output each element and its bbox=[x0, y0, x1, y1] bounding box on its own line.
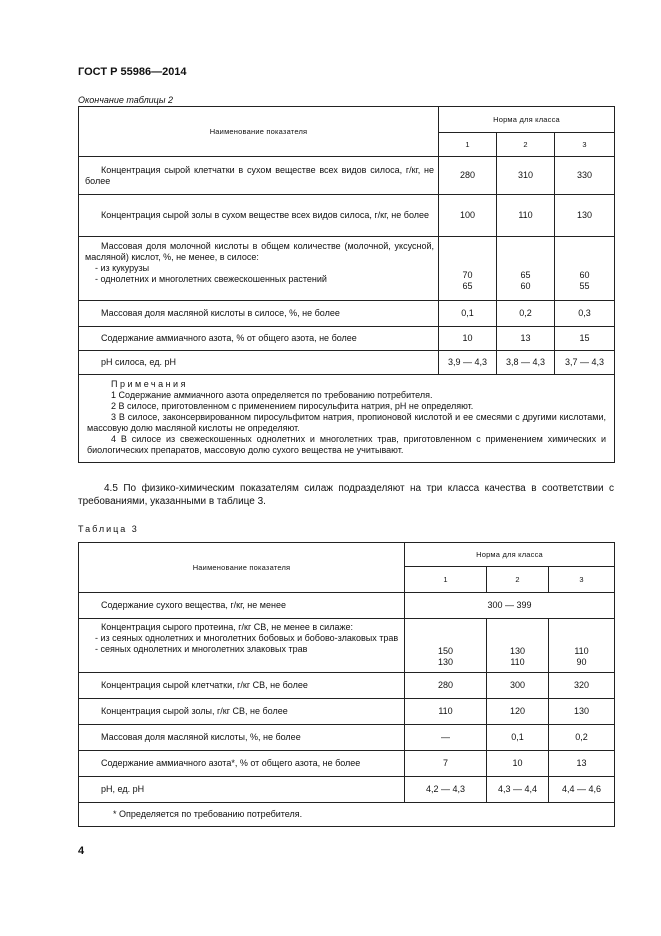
row-label: pH, ед. pH bbox=[101, 784, 145, 794]
table3-col-header: Наименование показателя bbox=[79, 543, 405, 593]
cell: 0,2 bbox=[549, 725, 615, 751]
table-row bbox=[79, 619, 615, 673]
row-label: Массовая доля масляной кислоты в силосе, %, не более bbox=[101, 308, 340, 318]
cell: 65 bbox=[462, 281, 473, 291]
row-sublabel: - из сеяных однолетних и многолетних бобовых и бобово-злаковых трав bbox=[95, 633, 399, 643]
table3-class-2: 2 bbox=[487, 567, 549, 593]
cell: 330 bbox=[555, 157, 615, 195]
cell: — bbox=[405, 725, 487, 751]
cell: 110 bbox=[497, 195, 555, 237]
cell: 10 bbox=[439, 327, 497, 351]
table3-class-3: 3 bbox=[549, 567, 615, 593]
cell: 0,2 bbox=[497, 301, 555, 327]
note-item: 2 В силосе, приготовленном с применением пиросульфита натрия, pH не определяют. bbox=[111, 401, 474, 411]
cell: 120 bbox=[487, 699, 549, 725]
cell: 280 bbox=[405, 673, 487, 699]
row-label: Массовая доля молочной кислоты в общем количестве (молочной, уксусной, масляной) кислот, %, не менее, в силосе: bbox=[85, 241, 434, 262]
table3-class-1: 1 bbox=[405, 567, 487, 593]
cell: 4,4 — 4,6 bbox=[549, 777, 615, 803]
table3-caption: Таблица 3 bbox=[78, 524, 139, 534]
row-sublabel: - сеяных однолетних и многолетних злаковых трав bbox=[95, 644, 308, 654]
row-label: Содержание аммиачного азота, % от общего азота, не более bbox=[101, 333, 357, 343]
row-label: Концентрация сырого протеина, г/кг СВ, не менее в силаже: bbox=[101, 622, 353, 632]
page-number: 4 bbox=[78, 845, 85, 857]
footnote-row bbox=[79, 803, 615, 827]
paragraph-4-5 bbox=[78, 482, 614, 508]
cell: 7 bbox=[405, 751, 487, 777]
table2-class-2: 2 bbox=[497, 133, 555, 157]
cell: 130 bbox=[509, 646, 526, 656]
table2-class-3: 3 bbox=[555, 133, 615, 157]
row-sublabel: - однолетних и многолетних свежескошенных растений bbox=[95, 274, 327, 284]
table2-col-header: Наименование показателя bbox=[79, 107, 439, 157]
cell: 65 bbox=[520, 270, 531, 280]
cell: 100 bbox=[439, 195, 497, 237]
cell: 70 bbox=[462, 270, 473, 280]
table-row bbox=[79, 351, 615, 375]
cell: 60 bbox=[520, 281, 531, 291]
cell: 300 — 399 bbox=[405, 593, 615, 619]
table2-notes bbox=[79, 375, 615, 463]
cell: 10 bbox=[487, 751, 549, 777]
cell: 0,3 bbox=[555, 301, 615, 327]
cell: 4,3 — 4,4 bbox=[487, 777, 549, 803]
row-label: Концентрация сырой клетчатки в сухом веществе всех видов силоса, г/кг, не более bbox=[85, 164, 434, 186]
table-row bbox=[79, 327, 615, 351]
cell: 4,2 — 4,3 bbox=[405, 777, 487, 803]
table2-norm-header: Норма для класса bbox=[439, 107, 615, 133]
cell: 280 bbox=[439, 157, 497, 195]
table2-caption: Окончание таблицы 2 bbox=[78, 95, 173, 105]
paragraph-text: 4.5 По физико-химическим показателям силаж подразделяют на три класса качества в соответствии с требованиями, указанными в таблице 3. bbox=[78, 483, 614, 507]
cell: 3,8 — 4,3 bbox=[497, 351, 555, 375]
cell: 90 bbox=[576, 657, 587, 667]
row-label: pH силоса, ед. pH bbox=[101, 357, 176, 367]
table-row bbox=[79, 237, 615, 301]
cell: 0,1 bbox=[439, 301, 497, 327]
cell: 110 bbox=[405, 699, 487, 725]
cell: 310 bbox=[497, 157, 555, 195]
row-label: Концентрация сырой золы в сухом веществе всех видов силоса, г/кг, не более bbox=[101, 210, 430, 220]
row-label: Концентрация сырой золы, г/кг СВ, не более bbox=[101, 706, 288, 716]
cell: 300 bbox=[487, 673, 549, 699]
cell: 110 bbox=[574, 646, 589, 656]
table-row bbox=[79, 593, 615, 619]
cell: 55 bbox=[579, 281, 590, 291]
table3-footnote: * Определяется по требованию потребителя. bbox=[79, 803, 615, 827]
cell: 13 bbox=[549, 751, 615, 777]
cell: 3,7 — 4,3 bbox=[555, 351, 615, 375]
cell: 0,1 bbox=[487, 725, 549, 751]
cell: 130 bbox=[549, 699, 615, 725]
table-row bbox=[79, 301, 615, 327]
notes-row bbox=[79, 375, 615, 463]
table-row bbox=[79, 157, 615, 195]
table-row bbox=[79, 673, 615, 699]
row-label: Содержание аммиачного азота*, % от общего азота, не более bbox=[101, 758, 361, 768]
cell: 15 bbox=[555, 327, 615, 351]
table-3 bbox=[78, 542, 615, 827]
cell: 320 bbox=[549, 673, 615, 699]
note-item: 1 Содержание аммиачного азота определяется по требованию потребителя. bbox=[111, 390, 433, 400]
cell: 60 bbox=[579, 270, 590, 280]
cell: 130 bbox=[437, 657, 454, 667]
standard-header: ГОСТ Р 55986—2014 bbox=[78, 66, 187, 78]
note-item: 4 В силосе из свежескошенных однолетних и многолетних трав, приготовленном с применением химических и биологических препаратов, массовую долю сухого вещества не учитывают. bbox=[87, 434, 607, 455]
table2-class-1: 1 bbox=[439, 133, 497, 157]
table3-norm-header: Норма для класса bbox=[405, 543, 615, 567]
cell: 13 bbox=[497, 327, 555, 351]
cell: 150 bbox=[437, 646, 454, 656]
table-row bbox=[79, 777, 615, 803]
row-sublabel: - из кукурузы bbox=[95, 263, 150, 273]
cell: 3,9 — 4,3 bbox=[439, 351, 497, 375]
notes-title: Примечания bbox=[111, 379, 188, 389]
row-label: Концентрация сырой клетчатки, г/кг СВ, не более bbox=[101, 680, 308, 690]
row-label: Содержание сухого вещества, г/кг, не менее bbox=[101, 600, 286, 610]
table-row bbox=[79, 751, 615, 777]
cell: 110 bbox=[510, 657, 525, 667]
cell: 130 bbox=[555, 195, 615, 237]
note-item: 3 В силосе, законсервированном пиросульфитом натрия, пропионовой кислотой и ее смесями с другими кислотами, массовую долю масляной кислоты не определяют. bbox=[87, 412, 607, 433]
table-2 bbox=[78, 106, 615, 463]
table-row bbox=[79, 195, 615, 237]
table-row bbox=[79, 699, 615, 725]
table-row bbox=[79, 725, 615, 751]
row-label: Массовая доля масляной кислоты, %, не более bbox=[101, 732, 301, 742]
